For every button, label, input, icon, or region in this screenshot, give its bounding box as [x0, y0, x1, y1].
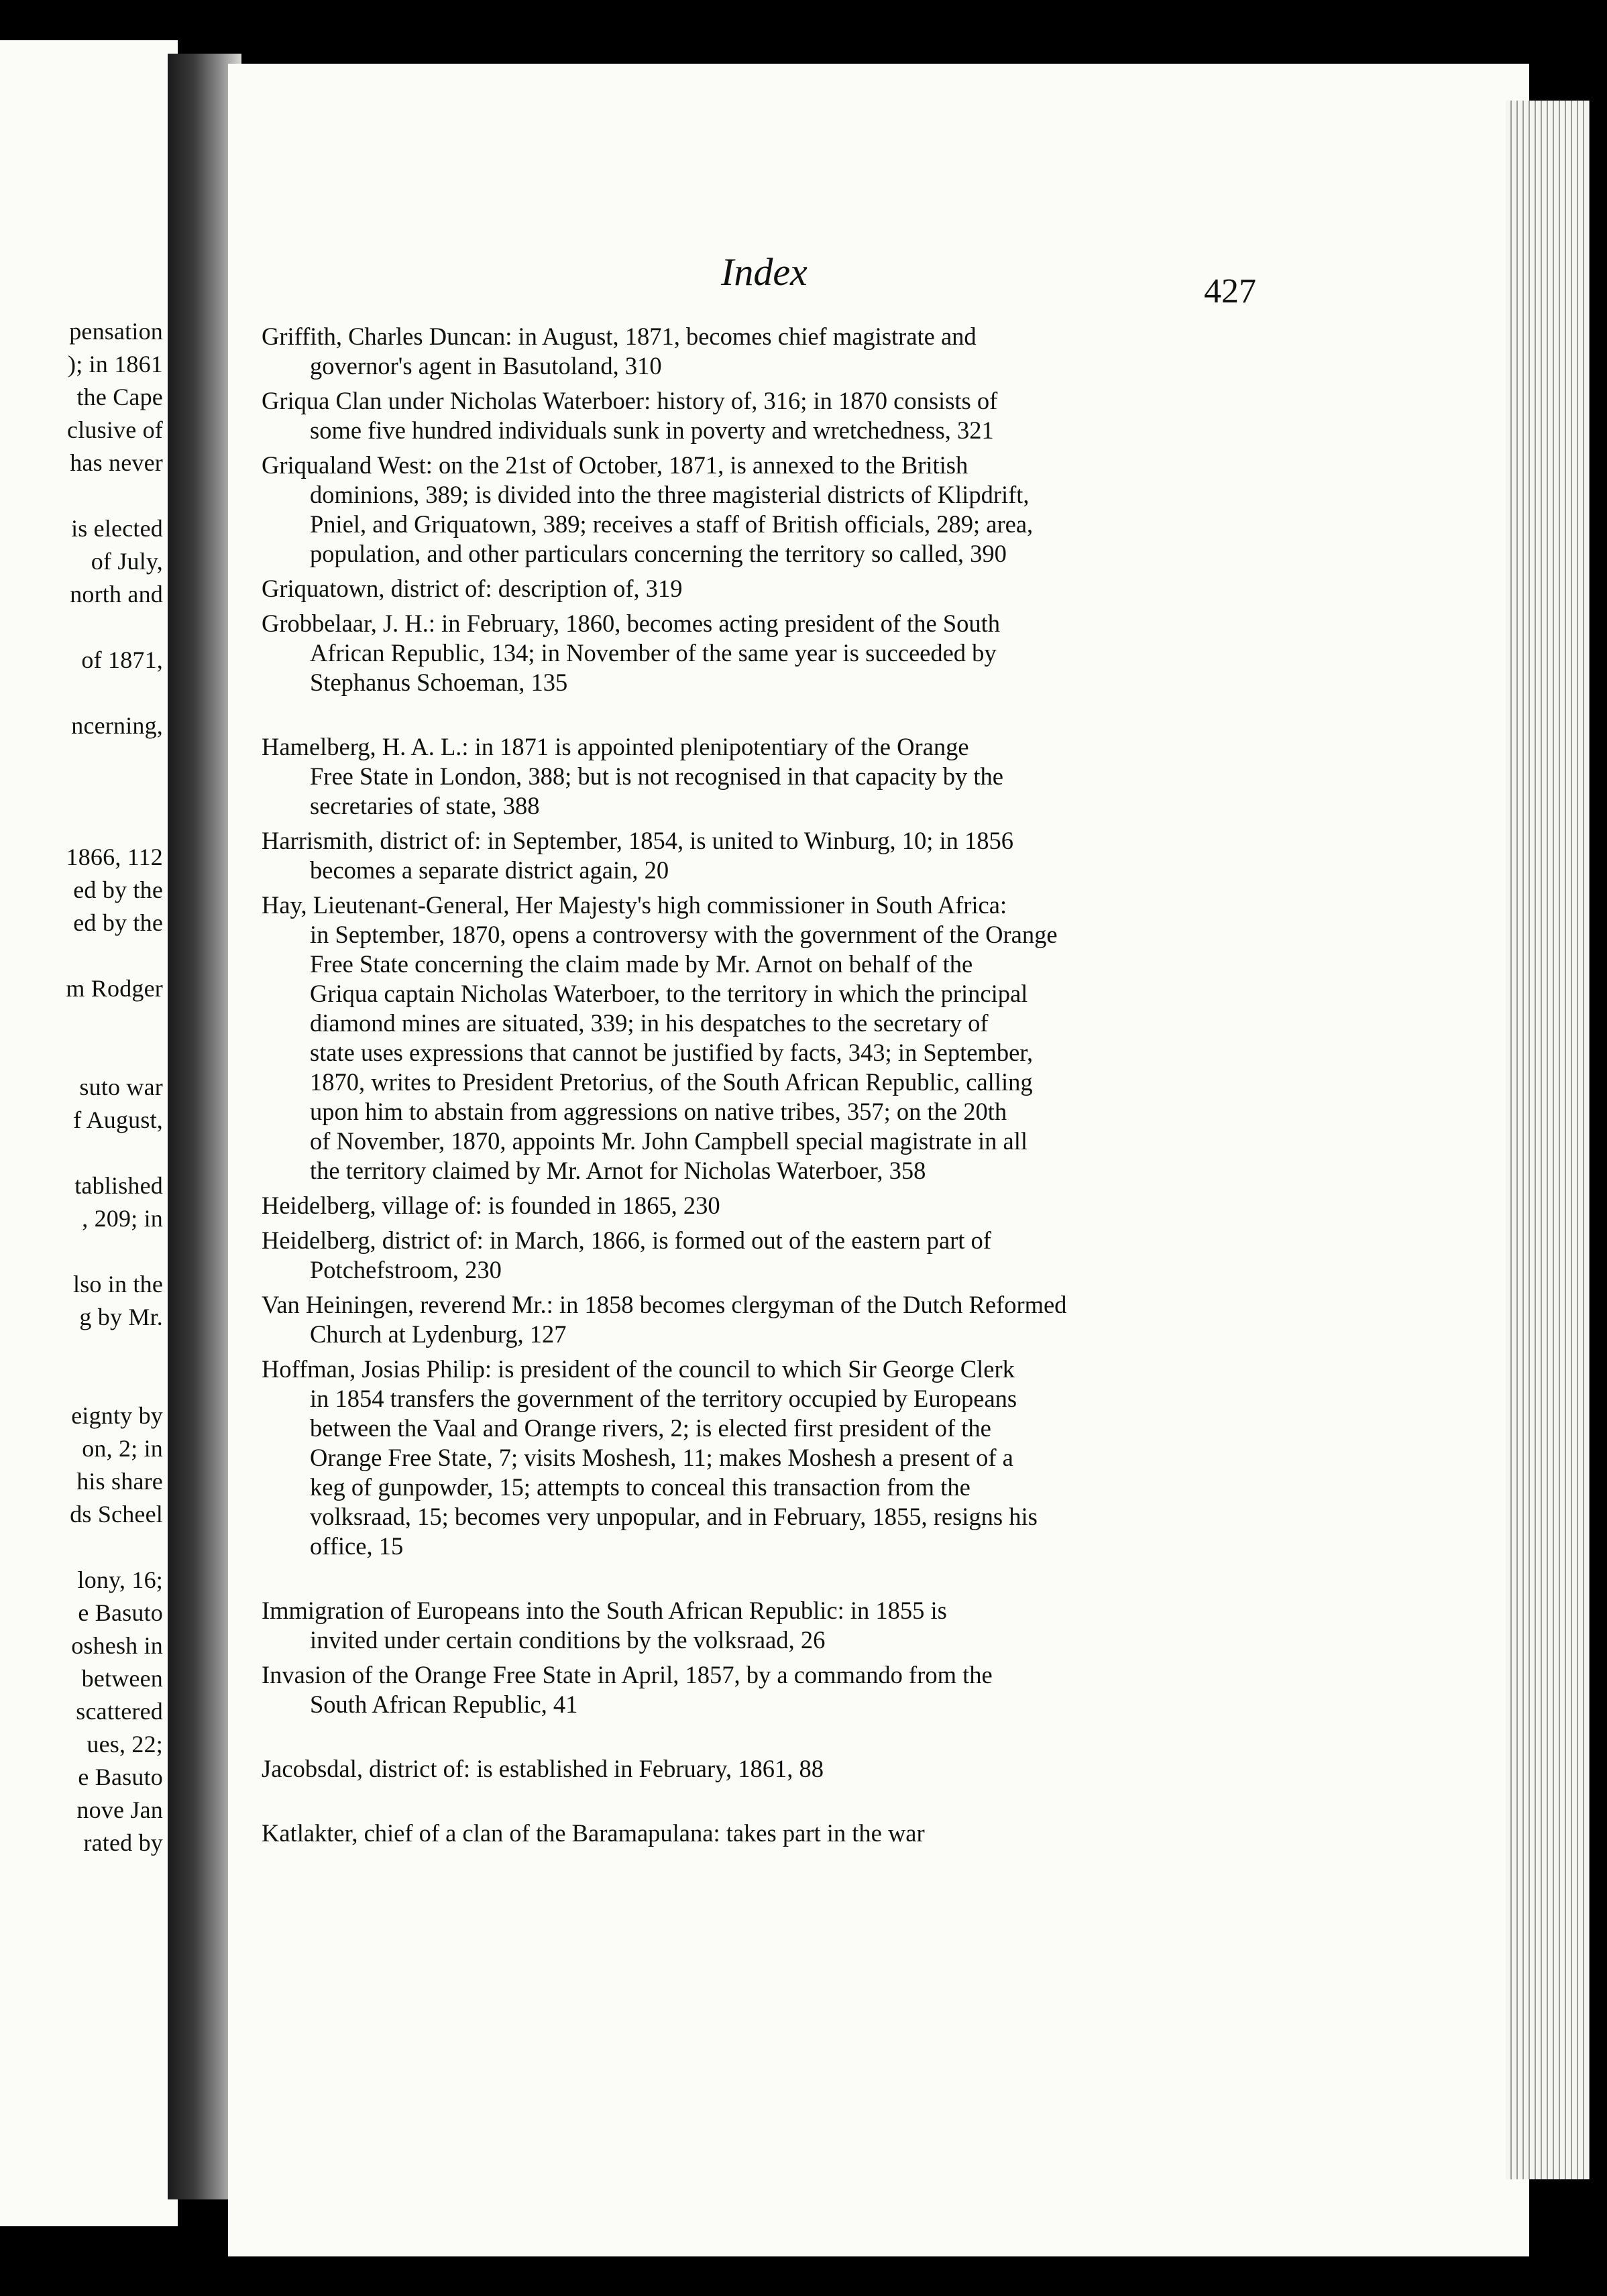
index-entry-line: state uses expressions that cannot be justified by facts, 343; in September, [310, 1039, 1034, 1066]
left-page-line: is elected [71, 515, 163, 542]
index-entry-line: some five hundred individuals sunk in poverty and wretchedness, 321 [310, 416, 994, 444]
index-entry [262, 732, 1268, 821]
index-entry-line: Invasion of the Orange Free State in April, 1857, by a commando from the [262, 1661, 993, 1688]
left-page-line: ncerning, [71, 712, 163, 739]
left-page-line: rated by [83, 1829, 163, 1856]
left-page-line: north and [70, 581, 163, 608]
left-page-line: e Basuto [78, 1764, 163, 1790]
index-entry-line: of November, 1870, appoints Mr. John Campbell special magistrate in all [310, 1127, 1028, 1155]
edge-shadow [1590, 101, 1607, 2179]
left-page-line: on, 2; in [82, 1435, 163, 1462]
index-entry-line: Griqua captain Nicholas Waterboer, to the territory in which the principal [310, 980, 1028, 1007]
index-entry-line: Harrismith, district of: in September, 1854, is united to Winburg, 10; in 1856 [262, 827, 1014, 854]
left-page-line: pensation [69, 318, 163, 345]
left-page-line: of July, [91, 548, 163, 575]
left-page-line: g by Mr. [79, 1304, 163, 1330]
running-head: Index [721, 250, 808, 294]
index-entry-line: Griqua Clan under Nicholas Waterboer: history of, 316; in 1870 consists of [262, 387, 998, 414]
index-entry-line: Griquatown, district of: description of, 319 [262, 575, 683, 602]
index-entry-line: Heidelberg, village of: is founded in 1865, 230 [262, 1192, 720, 1219]
left-page [0, 40, 178, 2226]
index-entry-line: Griqualand West: on the 21st of October, 1871, is annexed to the British [262, 451, 968, 479]
index-entry-line: population, and other particulars concerning the territory so called, 390 [310, 540, 1007, 567]
page-edges [1506, 101, 1590, 2179]
index-entry-line: volksraad, 15; becomes very unpopular, and in February, 1855, resigns his [310, 1503, 1038, 1530]
section-gap [262, 1725, 1268, 1754]
left-page-line: tablished [74, 1172, 163, 1199]
index-entry [262, 1191, 1268, 1220]
left-page-line: the Cape [76, 384, 163, 410]
section-gap [262, 703, 1268, 732]
left-page-line: suto war [79, 1074, 163, 1100]
index-entry [262, 451, 1268, 569]
left-page-line: lony, 16; [77, 1566, 163, 1593]
index-entry-line: secretaries of state, 388 [310, 792, 540, 819]
section-gap [262, 1566, 1268, 1596]
index-entry-line: invited under certain conditions by the volksraad, 26 [310, 1626, 826, 1654]
index-entry-line: Van Heiningen, reverend Mr.: in 1858 becomes clergyman of the Dutch Reformed [262, 1291, 1067, 1318]
index-entry [262, 574, 1268, 604]
index-entry [262, 1596, 1268, 1655]
left-page-line: scattered [76, 1698, 163, 1725]
left-page-line: f August, [73, 1106, 163, 1133]
index-entry-line: becomes a separate district again, 20 [310, 856, 669, 884]
index-entry-line: in September, 1870, opens a controversy with the government of the Orange [310, 921, 1058, 948]
page-number: 427 [1204, 272, 1256, 310]
left-page-line: m Rodger [66, 975, 163, 1002]
left-page-line: oshesh in [71, 1632, 163, 1659]
left-page-line: 1866, 112 [66, 844, 163, 870]
index-entry-line: Jacobsdal, district of: is established in February, 1861, 88 [262, 1755, 824, 1782]
index-entry-line: keg of gunpowder, 15; attempts to conceal this transaction from the [310, 1473, 971, 1501]
left-page-line: his share [76, 1468, 163, 1495]
index-entry [262, 322, 1268, 381]
index-entry-line: Potchefstroom, 230 [310, 1256, 502, 1283]
index-entry-line: Heidelberg, district of: in March, 1866, is formed out of the eastern part of [262, 1226, 991, 1254]
index-entry-line: Hay, Lieutenant-General, Her Majesty's high commissioner in South Africa: [262, 891, 1007, 919]
index-entry-line: Church at Lydenburg, 127 [310, 1320, 567, 1348]
left-page-line: has never [70, 449, 163, 476]
left-page-line: ed by the [73, 876, 163, 903]
left-page-line: ues, 22; [87, 1731, 163, 1758]
index-entry-line: Hamelberg, H. A. L.: in 1871 is appointed plenipotentiary of the Orange [262, 733, 969, 760]
index-entry-line: the territory claimed by Mr. Arnot for Nicholas Waterboer, 358 [310, 1157, 926, 1184]
left-page-line: eignty by [71, 1402, 163, 1429]
index-entry [262, 1660, 1268, 1719]
index-entry-line: upon him to abstain from aggressions on native tribes, 357; on the 20th [310, 1098, 1007, 1125]
section-gap [262, 1789, 1268, 1819]
index-entry-line: Orange Free State, 7; visits Moshesh, 11; makes Moshesh a present of a [310, 1444, 1013, 1471]
left-page-line: between [81, 1665, 163, 1692]
left-page-line: lso in the [73, 1271, 163, 1298]
left-page-line: ed by the [73, 909, 163, 936]
index-entry-line: Griffith, Charles Duncan: in August, 1871, becomes chief magistrate and [262, 323, 977, 350]
index-entry-line: Stephanus Schoeman, 135 [310, 669, 568, 696]
index-entry-line: Hoffman, Josias Philip: is president of the council to which Sir George Clerk [262, 1355, 1015, 1383]
index-entry-line: Free State in London, 388; but is not recognised in that capacity by the [310, 762, 1003, 790]
left-page-line: nove Jan [76, 1796, 163, 1823]
index-entry-line: Katlakter, chief of a clan of the Baramapulana: takes part in the war [262, 1819, 925, 1847]
left-page-line: ds Scheel [70, 1501, 163, 1528]
index-entry [262, 386, 1268, 445]
left-page-line: ); in 1861 [68, 351, 163, 378]
index-entry [262, 1226, 1268, 1285]
left-page-line: , 209; in [82, 1205, 163, 1232]
index-entry [262, 1355, 1268, 1561]
index-entry-line: South African Republic, 41 [310, 1690, 578, 1718]
index-entry-line: Immigration of Europeans into the South African Republic: in 1855 is [262, 1597, 947, 1624]
left-page-line: clusive of [67, 416, 163, 443]
index-entry-line: 1870, writes to President Pretorius, of the South African Republic, calling [310, 1068, 1033, 1096]
index-entry [262, 1290, 1268, 1349]
index-entry-line: between the Vaal and Orange rivers, 2; is elected first president of the [310, 1414, 991, 1442]
index-entry [262, 609, 1268, 697]
index-entry-line: governor's agent in Basutoland, 310 [310, 352, 662, 380]
index-entry [262, 891, 1268, 1186]
left-page-line: of 1871, [81, 646, 163, 673]
index-entry [262, 1754, 1268, 1784]
index-entry-line: Grobbelaar, J. H.: in February, 1860, becomes acting president of the South [262, 610, 1001, 637]
index-entry-line: Pniel, and Griquatown, 389; receives a staff of British officials, 289; area, [310, 510, 1034, 538]
index-entry [262, 826, 1268, 885]
index-entry-line: office, 15 [310, 1532, 404, 1560]
index-entry-line: dominions, 389; is divided into the three magisterial districts of Klipdrift, [310, 481, 1030, 508]
left-page-line: e Basuto [78, 1599, 163, 1626]
index-entries [262, 322, 1268, 1853]
index-entry-line: in 1854 transfers the government of the territory occupied by Europeans [310, 1385, 1017, 1412]
index-entry-line: African Republic, 134; in November of the same year is succeeded by [310, 639, 997, 667]
index-entry-line: Free State concerning the claim made by Mr. Arnot on behalf of the [310, 950, 973, 978]
index-entry-line: diamond mines are situated, 339; in his despatches to the secretary of [310, 1009, 989, 1037]
index-entry [262, 1819, 1268, 1848]
